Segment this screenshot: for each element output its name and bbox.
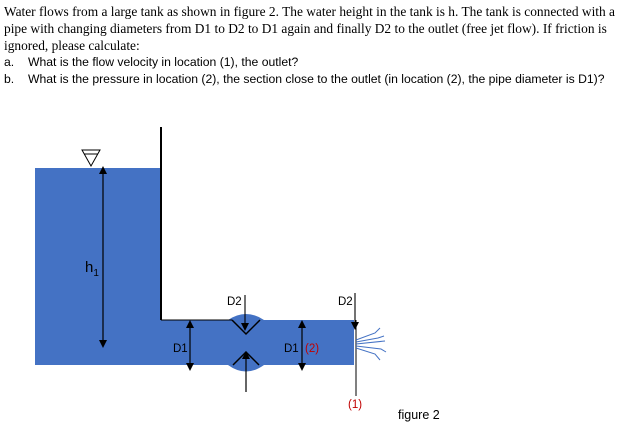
question-text-b: What is the pressure in location (2), the section close to the outlet (in location (2), the pipe diameter is D1)? [28, 72, 605, 86]
figure-caption: figure 2 [398, 408, 440, 422]
d2-right-label: D2 [338, 296, 353, 308]
d2-left-label: D2 [227, 296, 242, 308]
d1-right-label: D1 [284, 343, 299, 355]
free-jet-lines [356, 328, 386, 360]
h1-label: h1 [85, 259, 99, 279]
location-1-label: (1) [348, 399, 363, 411]
question-marker-b: b. [4, 72, 15, 86]
water-body [35, 168, 354, 365]
d1-left-label: D1 [173, 343, 188, 355]
pipe-d2-outlet-section [318, 320, 354, 365]
problem-intro: Water flows from a large tank as shown in figure 2. The water height in the tank is h. The tank is connected with a pipe with changing diameters from D1 to D2 to D1 again and finally D2 to the outlet (free jet flow). If friction is ignored, please calculate: [4, 4, 616, 53]
location-2-label: (2) [305, 343, 320, 355]
free-surface-symbol [82, 150, 100, 166]
question-marker-a: a. [4, 55, 15, 69]
question-text-a: What is the flow velocity in location (1), the outlet? [28, 55, 299, 69]
